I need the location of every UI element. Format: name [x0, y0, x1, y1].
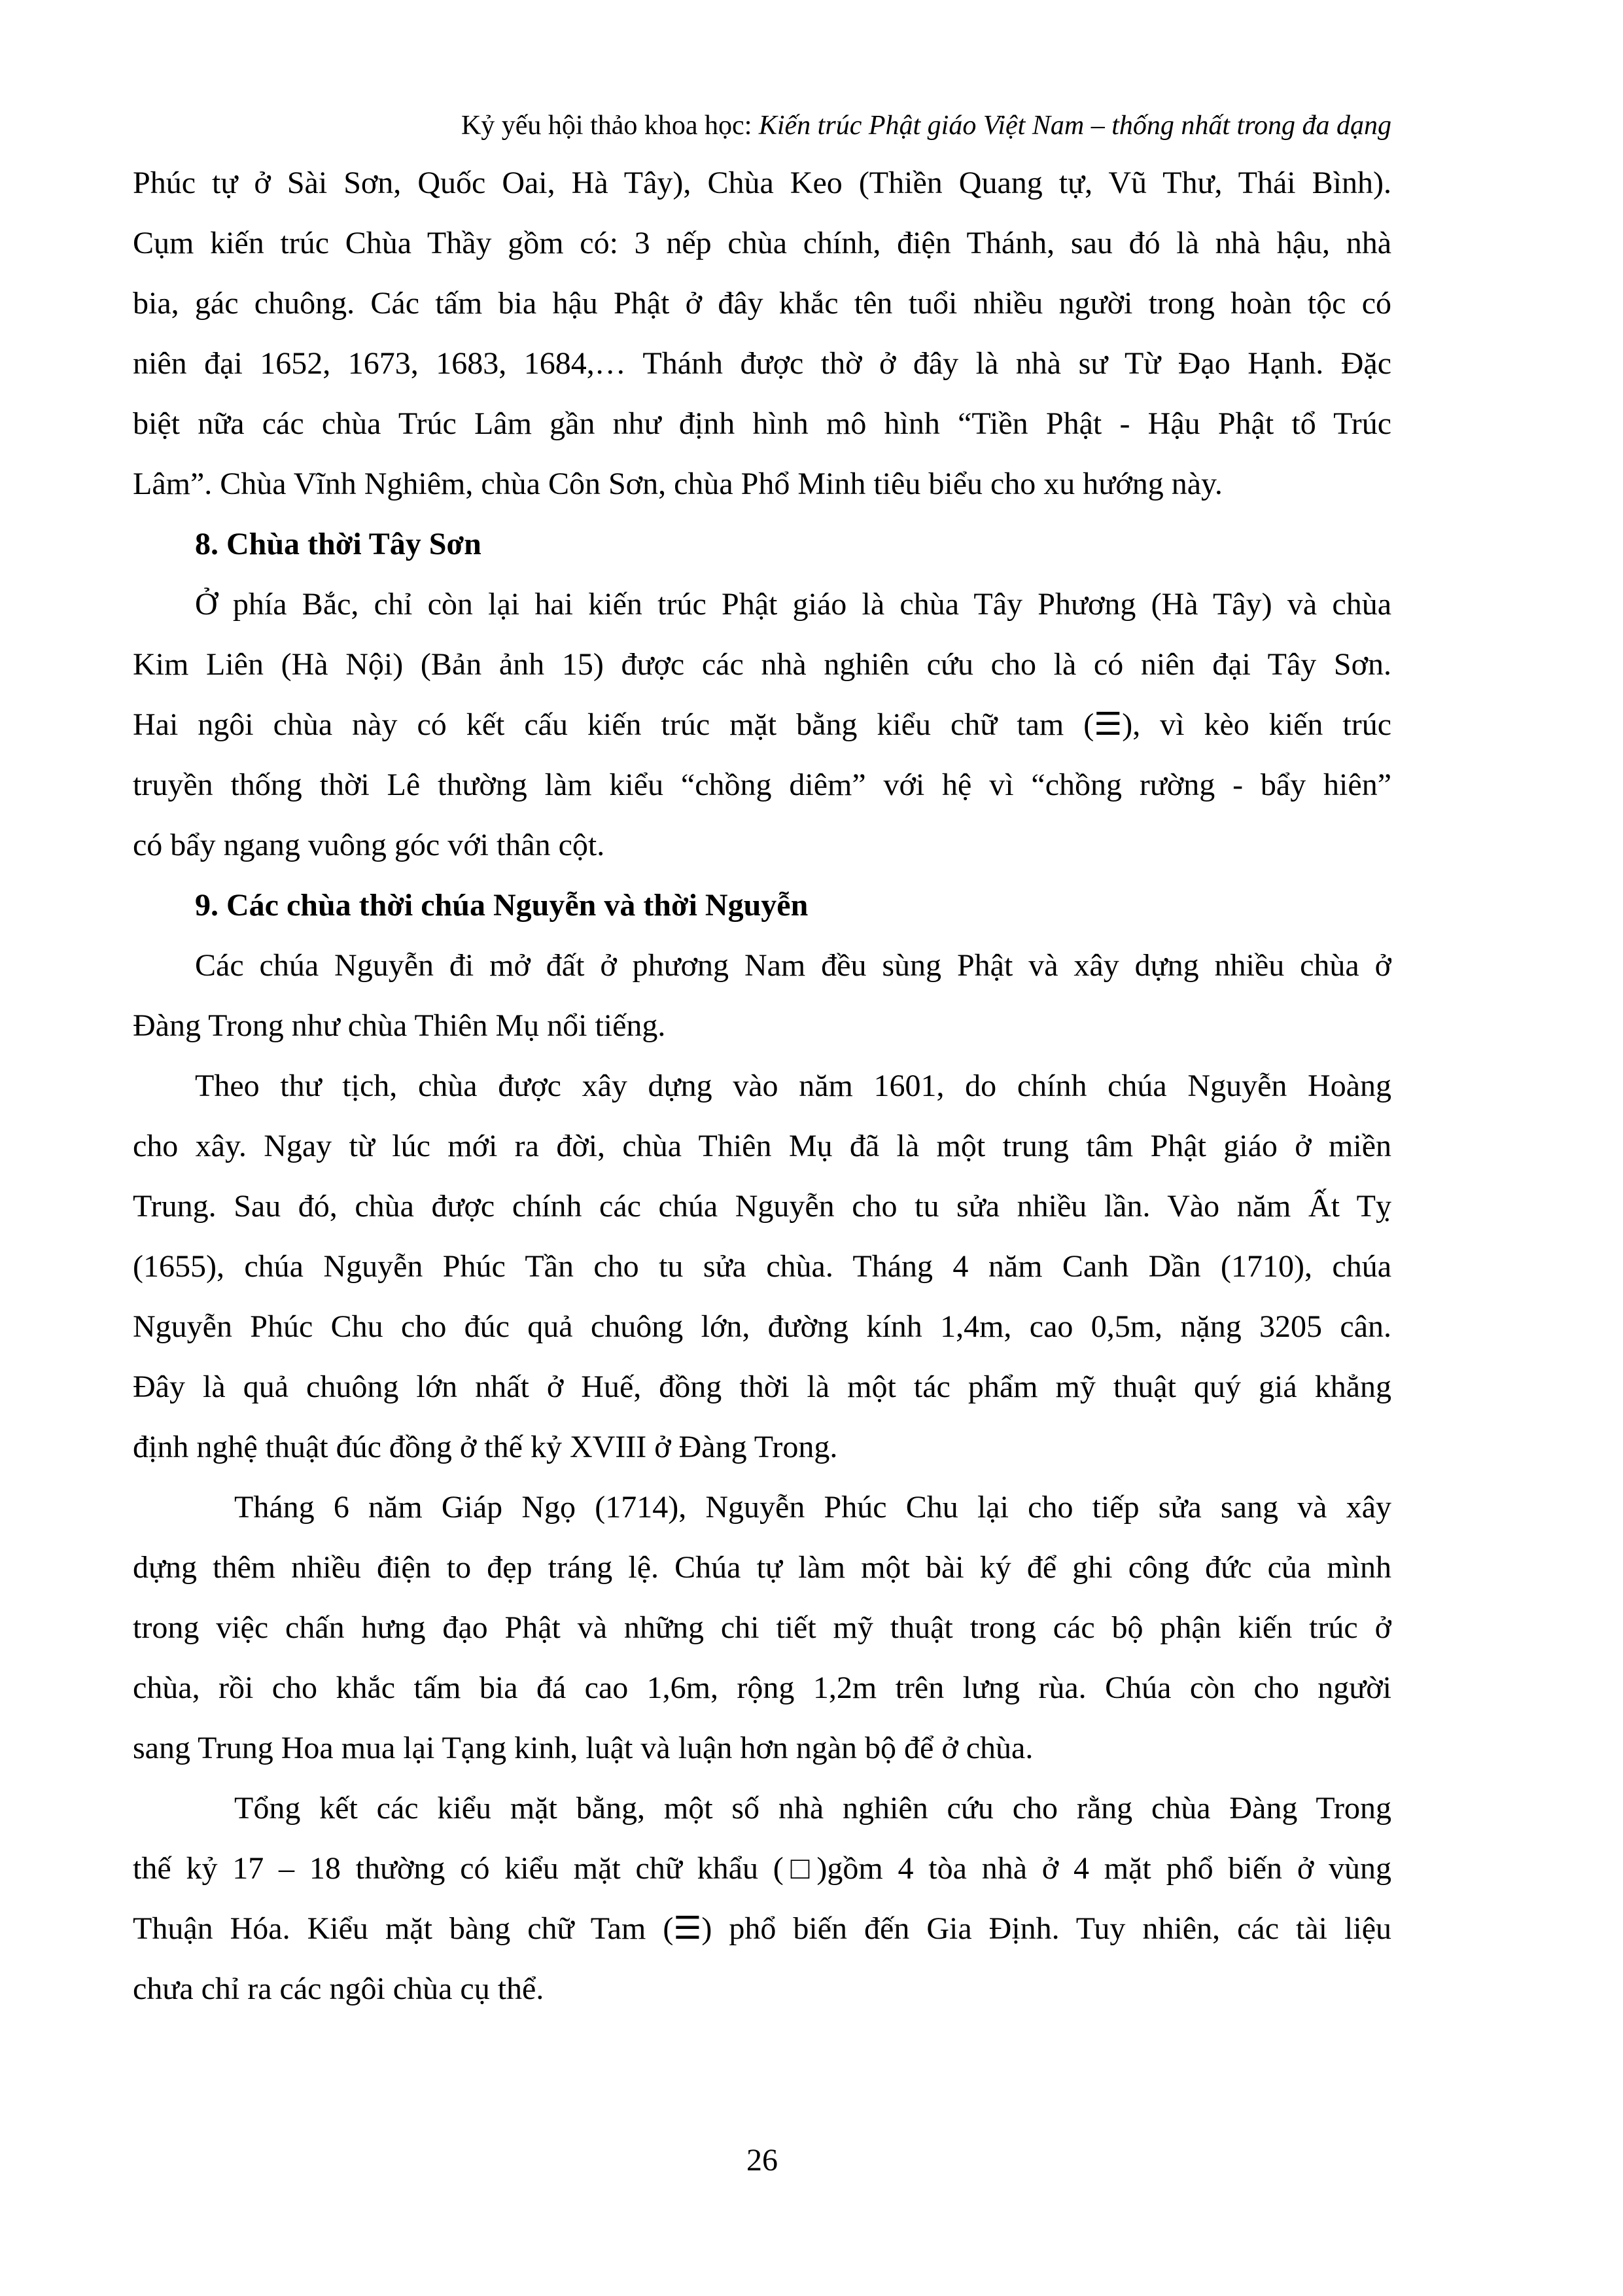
body-line: dựng thêm nhiều điện to đẹp tráng lệ. Chúa tự làm một bài ký để ghi công đức của mình — [133, 1550, 1391, 1585]
header-proceedings-title: Kiến trúc Phật giáo Việt Nam – thống nhất trong đa dạng — [758, 111, 1391, 141]
body-line: biệt nữa các chùa Trúc Lâm gần như định hình mô hình “Tiền Phật - Hậu Phật tổ Trúc — [133, 406, 1391, 441]
body-line: Trung. Sau đó, chùa được chính các chúa Nguyễn cho tu sửa nhiều lần. Vào năm Ất Tỵ — [133, 1189, 1391, 1224]
body-line: Thuận Hóa. Kiểu mặt bàng chữ Tam (☰) phổ biến đến Gia Định. Tuy nhiên, các tài liệu — [133, 1911, 1391, 1946]
body-line: Tổng kết các kiểu mặt bằng, một số nhà nghiên cứu cho rằng chùa Đàng Trong — [234, 1791, 1391, 1826]
body-line: Tháng 6 năm Giáp Ngọ (1714), Nguyễn Phúc Chu lại cho tiếp sửa sang và xây — [234, 1490, 1391, 1525]
body-line: Lâm”. Chùa Vĩnh Nghiêm, chùa Côn Sơn, chùa Phổ Minh tiêu biểu cho xu hướng này. — [133, 467, 1223, 501]
body-line: bia, gác chuông. Các tấm bia hậu Phật ở đây khắc tên tuổi nhiều người trong hoàn tộc có — [133, 286, 1391, 321]
body-line: thế kỷ 17 – 18 thường có kiểu mặt chữ khẩu (□)gồm 4 tòa nhà ở 4 mặt phổ biến ở vùng — [133, 1851, 1391, 1886]
body-line: trong việc chấn hưng đạo Phật và những chi tiết mỹ thuật trong các bộ phận kiến trúc ở — [133, 1610, 1391, 1645]
body-line: chưa chỉ ra các ngôi chùa cụ thể. — [133, 1971, 544, 2006]
body-line: Đây là quả chuông lớn nhất ở Huế, đồng thời là một tác phẩm mỹ thuật quý giá khẳng — [133, 1369, 1391, 1404]
body-line: truyền thống thời Lê thường làm kiểu “chồng diêm” với hệ vì “chồng rường - bẩy hiên” — [133, 768, 1391, 802]
body-line: Đàng Trong như chùa Thiên Mụ nổi tiếng. — [133, 1008, 666, 1043]
body-line: sang Trung Hoa mua lại Tạng kinh, luật và luận hơn ngàn bộ để ở chùa. — [133, 1731, 1034, 1765]
body-line: cho xây. Ngay từ lúc mới ra đời, chùa Thiên Mụ đã là một trung tâm Phật giáo ở miền — [133, 1129, 1391, 1163]
page-header — [133, 109, 1391, 143]
page-body — [133, 153, 1391, 2019]
body-line: chùa, rồi cho khắc tấm bia đá cao 1,6m, rộng 1,2m trên lưng rùa. Chúa còn cho người — [133, 1670, 1391, 1705]
body-line: Các chúa Nguyễn đi mở đất ở phương Nam đều sùng Phật và xây dựng nhiều chùa ở — [195, 948, 1391, 983]
section-heading-8: 8. Chùa thời Tây Sơn — [195, 527, 481, 561]
body-line: có bẩy ngang vuông góc với thân cột. — [133, 828, 605, 862]
header-series-title: Kỷ yếu hội thảo khoa học: — [461, 111, 759, 141]
body-line: Theo thư tịch, chùa được xây dựng vào năm 1601, do chính chúa Nguyễn Hoàng — [195, 1069, 1391, 1103]
body-line: Nguyễn Phúc Chu cho đúc quả chuông lớn, đường kính 1,4m, cao 0,5m, nặng 3205 cân. — [133, 1309, 1391, 1344]
body-line: (1655), chúa Nguyễn Phúc Tần cho tu sửa chùa. Tháng 4 năm Canh Dần (1710), chúa — [133, 1249, 1391, 1284]
body-line: Phúc tự ở Sài Sơn, Quốc Oai, Hà Tây), Chùa Keo (Thiền Quang tự, Vũ Thư, Thái Bình). — [133, 166, 1391, 200]
body-line: Kim Liên (Hà Nội) (Bản ảnh 15) được các nhà nghiên cứu cho là có niên đại Tây Sơn. — [133, 647, 1391, 682]
body-line: định nghệ thuật đúc đồng ở thế kỷ XVIII ở Đàng Trong. — [133, 1430, 838, 1464]
body-line: Cụm kiến trúc Chùa Thầy gồm có: 3 nếp chùa chính, điện Thánh, sau đó là nhà hậu, nhà — [133, 226, 1391, 260]
body-line: Ở phía Bắc, chỉ còn lại hai kiến trúc Phật giáo là chùa Tây Phương (Hà Tây) và chùa — [195, 587, 1391, 622]
page-number: 26 — [746, 2143, 778, 2178]
body-line: niên đại 1652, 1673, 1683, 1684,… Thánh được thờ ở đây là nhà sư Từ Đạo Hạnh. Đặc — [133, 346, 1391, 381]
section-heading-9: 9. Các chùa thời chúa Nguyễn và thời Nguyễn — [195, 888, 809, 923]
body-line: Hai ngôi chùa này có kết cấu kiến trúc mặt bằng kiểu chữ tam (☰), vì kèo kiến trúc — [133, 707, 1391, 742]
